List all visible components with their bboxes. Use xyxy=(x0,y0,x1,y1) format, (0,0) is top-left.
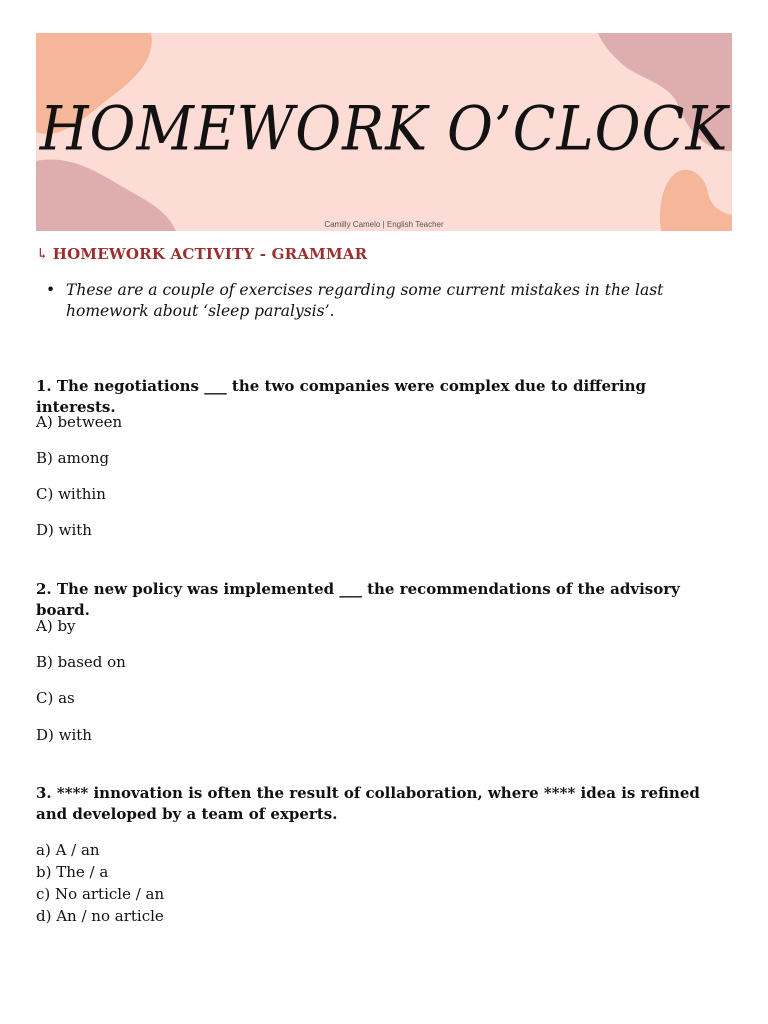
question-2-option-b: B) based on xyxy=(36,653,126,671)
intro-text: These are a couple of exercises regarding some current mistakes in the last homework about ‘sleep paralysis’. xyxy=(66,281,664,320)
question-3-option-d: d) An / no article xyxy=(36,907,164,925)
intro-bullet xyxy=(46,280,736,322)
section-heading xyxy=(36,245,367,263)
banner-title: HOMEWORK O’CLOCK xyxy=(39,94,729,165)
question-3: 3. **** innovation is often the result of collaboration, where **** idea is refined and developed by a team of experts. xyxy=(36,784,700,823)
question-1-option-a: A) between xyxy=(36,413,123,431)
section-heading-text: HOMEWORK ACTIVITY - GRAMMAR xyxy=(52,245,368,263)
bullet-icon: • xyxy=(46,281,56,299)
header-banner xyxy=(36,33,732,231)
question-2: 2. The new policy was implemented ___ the recommendations of the advisory board. xyxy=(36,580,680,619)
question-3-option-c: c) No article / an xyxy=(36,885,165,903)
question-3-option-a: a) A / an xyxy=(36,841,100,859)
question-1-option-d: D) with xyxy=(36,521,92,539)
teacher-credit: Camilly Camelo | English Teacher xyxy=(324,220,444,229)
question-1-option-c: C) within xyxy=(36,485,106,503)
question-2-option-c: C) as xyxy=(36,689,75,707)
question-2-option-a: A) by xyxy=(36,617,76,635)
question-1-option-b: B) among xyxy=(36,449,110,467)
arrow-icon: ↳ xyxy=(36,245,49,263)
question-2-option-d: D) with xyxy=(36,726,92,744)
question-1: 1. The negotiations ___ the two companies were complex due to differing interests. xyxy=(36,377,647,416)
question-3-option-b: b) The / a xyxy=(36,863,109,881)
